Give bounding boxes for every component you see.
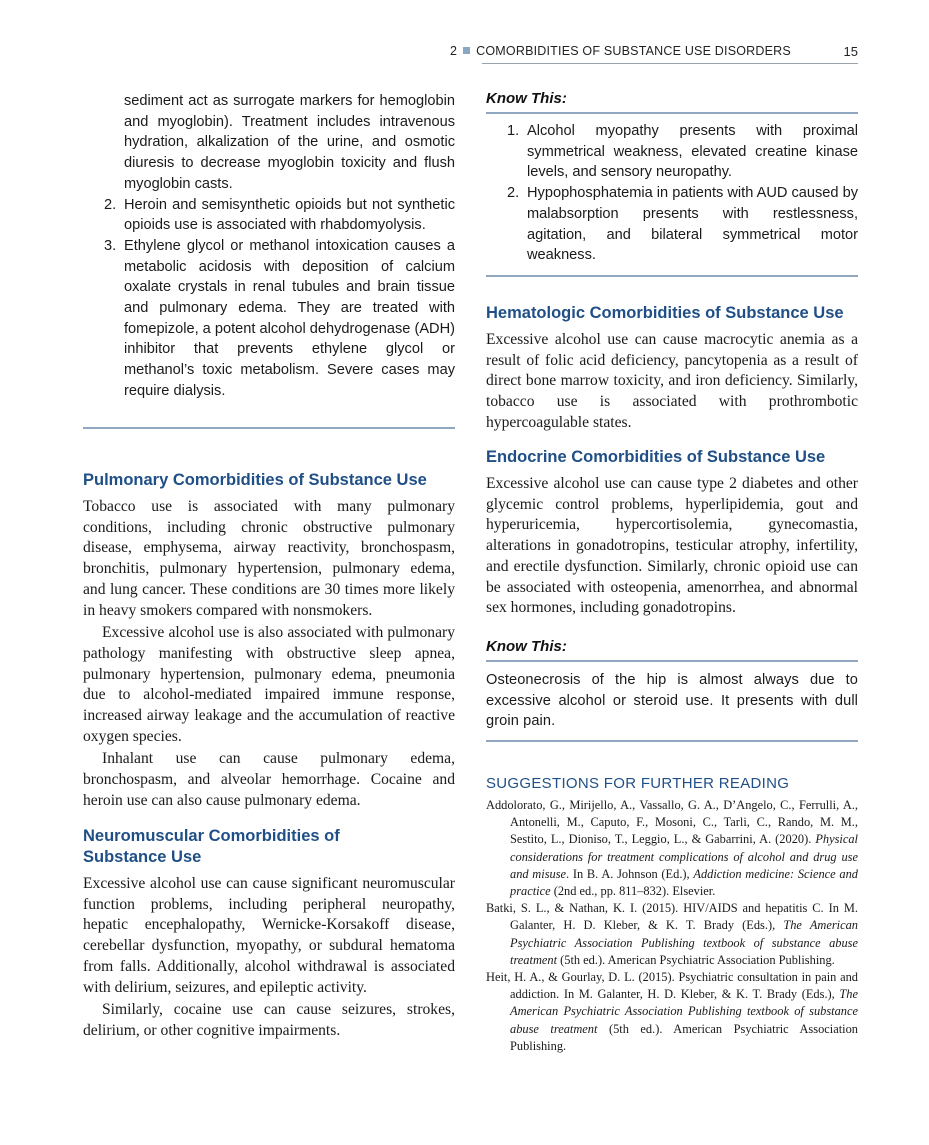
left-column [83, 91, 455, 402]
know-this-text: Osteonecrosis of the hip is almost always due to excessive alcohol or steroid use. It presents with dull groin pain. [486, 672, 858, 730]
endocrine-heading: Endocrine Comorbidities of Substance Use [486, 448, 826, 466]
neuromuscular-paragraph: Excessive alcohol use can cause significant neuromuscular function problems, including peripheral neuropathy, hepatic encephalopathy, Wernicke-Korsakoff disease, cerebellar dysfunction, myopathy, or subdural hematoma from falls. Additionally, alcohol withdrawal is associated with delirium, seizures, and epileptic activity. [83, 875, 455, 996]
chapter-label [450, 44, 791, 58]
pulmonary-section [83, 470, 455, 812]
chapter-title: COMORBIDITIES OF SUBSTANCE USE DISORDERS [476, 44, 791, 58]
list-item: 3. Ethylene glycol or methanol intoxication causes a metabolic acidosis with deposition of calcium oxalate crystals in renal tubules and brain tissue and pulmonary edema. They are treated with fomepizole, a potent alcohol dehydrogenase (ADH) inhibitor that prevents ethylene glycol or methanol’s toxic metabolism. Severe cases may require dialysis. [104, 237, 455, 399]
rhabdo-list [83, 195, 455, 402]
pulmonary-heading: Pulmonary Comorbidities of Substance Use [83, 471, 427, 489]
list-continuation: sediment act as surrogate markers for hemoglobin and myoglobin). Treatment includes intravenous hydration, alkalization of the urine, and osmotic diuresis to decrease myoglobin toxicity and flush myoglobin casts. [124, 93, 455, 192]
chapter-number: 2 [450, 44, 458, 58]
pulmonary-paragraph: Tobacco use is associated with many pulmonary conditions, including chronic obstructive pulmonary disease, emphysema, airway reactivity, bronchospasm, bronchitis, pulmonary hypertension, pulmonary edema, and lung cancer. These conditions are 30 times more likely in heavy smokers compared with nonsmokers. [83, 498, 455, 619]
list-item: 2. Heroin and semisynthetic opioids but not synthetic opioids use is associated with rhabdomyolysis. [104, 196, 455, 234]
further-reading-heading: SUGGESTIONS FOR FURTHER READING [486, 775, 790, 792]
running-header [450, 44, 858, 64]
know-this-box-1 [486, 90, 858, 266]
neuromuscular-paragraph: Similarly, cocaine use can cause seizures, strokes, delirium, or other cognitive impairments. [83, 1001, 455, 1039]
endocrine-section [486, 447, 858, 619]
box-bottom-rule [486, 275, 858, 277]
further-reading-section [486, 775, 858, 1055]
box-top-rule [486, 112, 858, 114]
section-divider [83, 427, 455, 429]
list-item: 2. Hypophosphatemia in patients with AUD caused by malabsorption presents with restlessness, agitation, and bilateral symmetrical motor weakness. [507, 185, 858, 264]
hematologic-section [486, 303, 858, 434]
header-divider [482, 63, 858, 64]
know-this-list [486, 121, 858, 266]
list-item: 1. Alcohol myopathy presents with proximal symmetrical weakness, elevated creatine kinase levels, and sensory neuropathy. [507, 123, 858, 181]
pulmonary-paragraph: Inhalant use can cause pulmonary edema, bronchospasm, and alveolar hemorrhage. Cocaine and heroin use can also cause pulmonary edema. [83, 750, 455, 809]
hematologic-paragraph: Excessive alcohol use can cause macrocytic anemia as a result of folic acid deficiency, pancytopenia as a result of direct bone marrow toxicity, and iron deficiency. Similarly, tobacco use is associated with prothrombotic hypercoagulable states. [486, 331, 858, 431]
know-this-title: Know This: [486, 90, 567, 107]
reference-entry: Batki, S. L., & Nathan, K. I. (2015). HIV/AIDS and hepatitis C. In M. Galanter, H. D. Kleber, & K. T. Brady (Eds.), The American Psychiatric Association Publishing textbook of substance abuse treatment (5th ed.). American Psychiatric Association Publishing. [486, 901, 858, 967]
know-this-box-2 [486, 638, 858, 732]
endocrine-paragraph: Excessive alcohol use can cause type 2 diabetes and other glycemic control problems, hyperlipidemia, gout and hyperuricemia, hypercortisolemia, gynecomastia, alterations in gonadotropins, testicular atrophy, infertility, and erectile dysfunction. Similarly, chronic opioid use can be associated with osteopenia, amenorrhea, and abnormal sex hormones, including gonadotropins. [486, 475, 858, 617]
pulmonary-paragraph: Excessive alcohol use is also associated with pulmonary pathology manifesting with obstructive sleep apnea, pulmonary hypertension, pulmonary edema, pneumonia due to alcohol-mediated impaired immune response, increased airway leakage and the accumulation of reactive oxygen species. [83, 624, 455, 745]
reference-entry: Addolorato, G., Mirijello, A., Vassallo, G. A., D’Angelo, C., Ferrulli, A., Antonelli, M., Caputo, F., Mosoni, C., Tarli, C., Rando, M. M., Sestito, L., Dioniso, T., Leggio, L., & Gabarrini, A. (2020). Physical considerations for treatment complications of alcohol and drug use and misuse. In B. A. Johnson (Ed.), Addiction medicine: Science and practice (2nd ed., pp. 811–832). Elsevier. [486, 798, 858, 899]
hematologic-heading: Hematologic Comorbidities of Substance Use [486, 304, 844, 322]
box-bottom-rule [486, 740, 858, 742]
box-top-rule [486, 660, 858, 662]
neuromuscular-section [83, 826, 455, 1042]
know-this-title: Know This: [486, 638, 567, 655]
square-bullet-icon [463, 47, 470, 54]
reference-entry: Heit, H. A., & Gourlay, D. L. (2015). Psychiatric consultation in pain and addiction. In M. Galanter, H. D. Kleber, & K. T. Brady (Eds.), The American Psychiatric Association Publishing textbook of substance abuse treatment (5th ed.). American Psychiatric Association Publishing. [486, 970, 858, 1053]
page-number: 15 [843, 44, 858, 59]
neuromuscular-heading: Neuromuscular Comorbidities of Substance Use [83, 827, 340, 866]
